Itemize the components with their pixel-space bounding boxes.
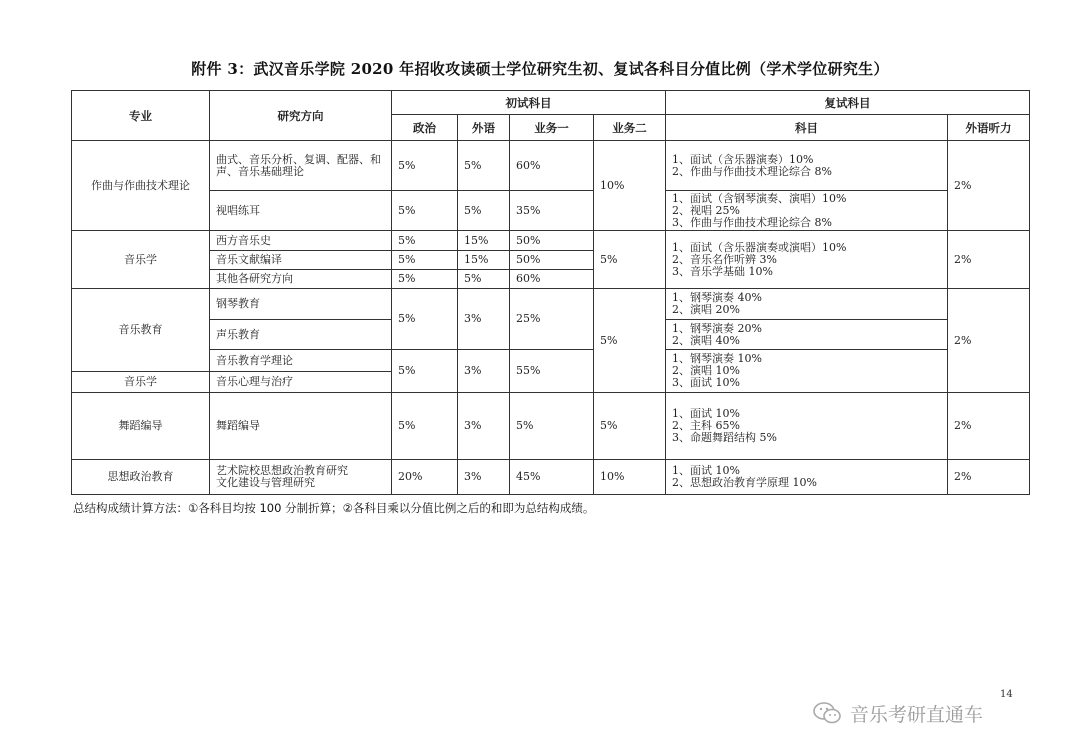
retest-subject-cell: [666, 141, 948, 191]
retest-line: 3、命题舞蹈结构 5%: [672, 431, 777, 444]
business-two-cell: 5%: [594, 231, 666, 289]
foreign-cell: 5%: [458, 270, 510, 289]
business-one-cell: 50%: [510, 231, 594, 251]
retest-line: 1、面试 10%: [672, 407, 740, 420]
direction-cell: 音乐心理与治疗: [210, 372, 392, 393]
retest-line: 2、作曲与作曲技术理论综合 8%: [672, 164, 832, 178]
header-subject: 科目: [666, 115, 948, 141]
business-one-cell: 5%: [510, 393, 594, 460]
table-row: [72, 460, 1030, 495]
direction-cell: 艺术院校思想政治教育研究 文化建设与管理研究: [210, 460, 392, 495]
retest-line: 2、思想政治教育学原理 10%: [672, 476, 817, 489]
direction-cell: 钢琴教育: [210, 289, 392, 320]
politics-cell: 5%: [392, 141, 458, 191]
foreign-cell: 5%: [458, 141, 510, 191]
header-direction: 研究方向: [210, 91, 392, 141]
listening-cell: 2%: [948, 460, 1030, 495]
major-cell: 音乐教育: [72, 289, 210, 372]
business-one-cell: 60%: [510, 270, 594, 289]
listening-cell: 2%: [948, 393, 1030, 460]
direction-cell: 音乐教育学理论: [210, 350, 392, 372]
retest-line: 2、音乐名作听辨 3%: [672, 252, 777, 266]
business-one-cell: 45%: [510, 460, 594, 495]
direction-cell: 声乐教育: [210, 320, 392, 350]
retest-line: 2、主科 65%: [672, 419, 740, 432]
header-business-one: 业务一: [510, 115, 594, 141]
header-major: 专业: [72, 91, 210, 141]
table-row: [72, 350, 1030, 372]
retest-subject-cell: [666, 231, 948, 289]
business-one-cell: 35%: [510, 191, 594, 231]
retest-subject-cell: [666, 320, 948, 350]
header-initial-exam: 初试科目: [392, 91, 666, 115]
retest-line: 1、面试（含钢琴演奏、演唱）10%: [672, 191, 847, 205]
score-formula-note: 总结构成绩计算方法：①各科目均按 100 分制折算；②各科目乘以分值比例之后的和即为总结构成绩。: [73, 501, 595, 515]
direction-cell: 视唱练耳: [210, 191, 392, 231]
table-row: [72, 191, 1030, 231]
direction-cell: 舞蹈编导: [210, 393, 392, 460]
major-cell: 舞蹈编导: [72, 393, 210, 460]
politics-cell: 5%: [392, 289, 458, 350]
retest-subject-cell: [666, 289, 948, 320]
business-two-cell: 5%: [594, 393, 666, 460]
retest-line: 1、面试 10%: [672, 464, 740, 477]
retest-line: 2、演唱 20%: [672, 303, 740, 316]
foreign-cell: 3%: [458, 350, 510, 393]
retest-subject-cell: [666, 460, 948, 495]
retest-line: 1、钢琴演奏 20%: [672, 321, 762, 335]
foreign-cell: 15%: [458, 231, 510, 251]
politics-cell: 20%: [392, 460, 458, 495]
header-business-two: 业务二: [594, 115, 666, 141]
politics-cell: 5%: [392, 191, 458, 231]
foreign-cell: 3%: [458, 393, 510, 460]
foreign-cell: 3%: [458, 289, 510, 350]
direction-cell: 音乐文献编译: [210, 251, 392, 270]
retest-line: 3、作曲与作曲技术理论综合 8%: [672, 215, 832, 229]
header-retest: 复试科目: [666, 91, 1030, 115]
retest-line: 3、面试 10%: [672, 376, 740, 389]
retest-line: 1、面试（含乐器演奏或演唱）10%: [672, 240, 847, 254]
retest-subject-cell: [666, 350, 948, 393]
retest-line: 2、视唱 25%: [672, 203, 740, 217]
major-cell: 作曲与作曲技术理论: [72, 141, 210, 231]
header-listening: 外语听力: [948, 115, 1030, 141]
retest-subject-cell: [666, 191, 948, 231]
header-foreign-language: 外语: [458, 115, 510, 141]
politics-cell: 5%: [392, 251, 458, 270]
business-two-cell: 10%: [594, 460, 666, 495]
watermark-text: 音乐考研直通车: [850, 703, 984, 726]
direction-cell: 西方音乐史: [210, 231, 392, 251]
direction-cell: 其他各研究方向: [210, 270, 392, 289]
politics-cell: 5%: [392, 350, 458, 393]
major-cell: 音乐学: [72, 372, 210, 393]
table-row: [72, 141, 1030, 191]
wechat-watermark: [812, 700, 983, 726]
politics-cell: 5%: [392, 231, 458, 251]
retest-line: 2、演唱 10%: [672, 364, 740, 377]
business-two-cell: 10%: [594, 141, 666, 231]
listening-cell: 2%: [948, 289, 1030, 393]
retest-subject-cell: [666, 393, 948, 460]
retest-line: 2、演唱 40%: [672, 333, 740, 347]
retest-line: 1、钢琴演奏 10%: [672, 352, 762, 365]
politics-cell: 5%: [392, 393, 458, 460]
foreign-cell: 3%: [458, 460, 510, 495]
table-row: [72, 289, 1030, 320]
business-one-cell: 60%: [510, 141, 594, 191]
page-number: 14: [1000, 689, 1013, 700]
retest-line: 1、面试（含乐器演奏）10%: [672, 152, 814, 166]
listening-cell: 2%: [948, 141, 1030, 231]
business-one-cell: 50%: [510, 251, 594, 270]
business-two-cell: 5%: [594, 289, 666, 393]
document-title: 附件 3：武汉音乐学院 2020 年招收攻读硕士学位研究生初、复试各科目分值比例（学术学位研究生）: [191, 60, 889, 78]
table-row: [72, 231, 1030, 251]
retest-line: 1、钢琴演奏 40%: [672, 291, 762, 304]
score-ratio-table: [71, 90, 1030, 495]
retest-line: 3、音乐学基础 10%: [672, 264, 773, 278]
business-one-cell: 25%: [510, 289, 594, 350]
politics-cell: 5%: [392, 270, 458, 289]
wechat-icon: [812, 701, 842, 725]
major-cell: 思想政治教育: [72, 460, 210, 495]
direction-cell: 曲式、音乐分析、复调、配器、和声、音乐基础理论: [210, 141, 392, 191]
business-one-cell: 55%: [510, 350, 594, 393]
foreign-cell: 15%: [458, 251, 510, 270]
table-row: [72, 393, 1030, 460]
listening-cell: 2%: [948, 231, 1030, 289]
header-politics: 政治: [392, 115, 458, 141]
major-cell: 音乐学: [72, 231, 210, 289]
foreign-cell: 5%: [458, 191, 510, 231]
